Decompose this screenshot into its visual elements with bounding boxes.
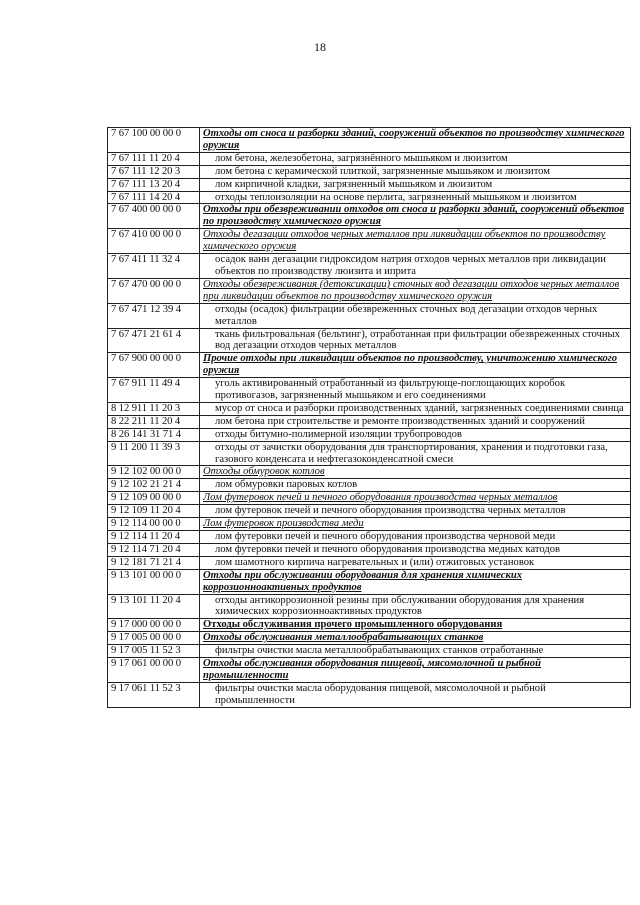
table-row	[108, 229, 631, 254]
waste-code: 7 67 911 11 49 4	[108, 378, 200, 403]
table-row	[108, 178, 631, 191]
waste-description: отходы (осадок) фильтрации обезвреженных сточных вод дегазации отходов черных металлов	[200, 303, 631, 328]
waste-code: 7 67 410 00 00 0	[108, 229, 200, 254]
waste-description: фильтры очистки масла металлообрабатывающих станков отработанные	[200, 645, 631, 658]
waste-description: лом бетона с керамической плиткой, загрязненные мышьяком и люизитом	[200, 165, 631, 178]
waste-description: отходы битумно-полимерной изоляции трубопроводов	[200, 428, 631, 441]
table-row	[108, 658, 631, 683]
table-row	[108, 204, 631, 229]
waste-code: 9 12 114 00 00 0	[108, 518, 200, 531]
waste-code: 7 67 470 00 00 0	[108, 278, 200, 303]
waste-description: Лом футеровок печей и печного оборудования производства черных металлов	[200, 492, 631, 505]
table-row	[108, 619, 631, 632]
waste-code: 9 12 114 11 20 4	[108, 531, 200, 544]
table-row	[108, 518, 631, 531]
waste-code: 9 12 109 00 00 0	[108, 492, 200, 505]
table-row	[108, 165, 631, 178]
waste-description: Прочие отходы при ликвидации объектов по производству, уничтожению химического оружия	[200, 353, 631, 378]
table-row	[108, 191, 631, 204]
page-number: 18	[314, 40, 326, 54]
waste-description: лом футеровки печей и печного оборудования производства черновой меди	[200, 531, 631, 544]
waste-code: 9 12 102 21 21 4	[108, 479, 200, 492]
table-row	[108, 569, 631, 594]
waste-code: 9 17 000 00 00 0	[108, 619, 200, 632]
waste-code: 9 11 200 11 39 3	[108, 441, 200, 466]
waste-description: Отходы дегазации отходов черных металлов при ликвидации объектов по производству химического оружия	[200, 229, 631, 254]
table-row	[108, 594, 631, 619]
waste-description: лом кирпичной кладки, загрязненный мышьяком и люизитом	[200, 178, 631, 191]
waste-code: 8 26 141 31 71 4	[108, 428, 200, 441]
waste-description: фильтры очистки масла оборудования пищевой, мясомолочной и рыбной промышленности	[200, 682, 631, 707]
waste-description: уголь активированный отработанный из фильтрующе-поглощающих коробок противогазов, загрязненный мышьяком и его соединениями	[200, 378, 631, 403]
waste-code: 9 17 005 00 00 0	[108, 632, 200, 645]
table-row	[108, 278, 631, 303]
table-row	[108, 466, 631, 479]
waste-description: мусор от сноса и разборки производственных зданий, загрязненных соединениями свинца	[200, 402, 631, 415]
waste-description: Отходы обслуживания металлообрабатывающих станков	[200, 632, 631, 645]
table-row	[108, 152, 631, 165]
waste-description: лом бетона при строительстве и ремонте производственных зданий и сооружений	[200, 415, 631, 428]
waste-description: лом бетона, железобетона, загрязнённого мышьяком и люизитом	[200, 152, 631, 165]
waste-description: Отходы обслуживания прочего промышленного оборудования	[200, 619, 631, 632]
waste-code: 7 67 111 14 20 4	[108, 191, 200, 204]
waste-classification-table	[107, 127, 631, 708]
waste-description: ткань фильтровальная (бельтинг), отработанная при фильтрации обезвреженных сточных вод дегазации отходов черных металлов	[200, 328, 631, 353]
waste-code: 8 22 211 11 20 4	[108, 415, 200, 428]
waste-code: 7 67 111 11 20 4	[108, 152, 200, 165]
table-row	[108, 682, 631, 707]
waste-code: 9 12 102 00 00 0	[108, 466, 200, 479]
waste-description: Отходы от сноса и разборки зданий, сооружений объектов по производству химического оружия	[200, 128, 631, 153]
table-row	[108, 531, 631, 544]
table-row	[108, 492, 631, 505]
waste-code: 7 67 471 21 61 4	[108, 328, 200, 353]
waste-code: 7 67 111 12 20 3	[108, 165, 200, 178]
waste-description: Отходы обмуровок котлов	[200, 466, 631, 479]
table-row	[108, 556, 631, 569]
waste-code: 8 12 911 11 20 3	[108, 402, 200, 415]
table-row	[108, 632, 631, 645]
waste-code: 9 17 005 11 52 3	[108, 645, 200, 658]
waste-code: 9 12 114 71 20 4	[108, 543, 200, 556]
waste-description: Отходы обслуживания оборудования пищевой, мясомолочной и рыбной промышленности	[200, 658, 631, 683]
waste-description: Отходы при обезвреживании отходов от сноса и разборки зданий, сооружений объектов по производству химического оружия	[200, 204, 631, 229]
table-row	[108, 128, 631, 153]
table-row	[108, 328, 631, 353]
table-row	[108, 303, 631, 328]
waste-code: 7 67 411 11 32 4	[108, 254, 200, 279]
table-row	[108, 543, 631, 556]
waste-description: осадок ванн дегазации гидроксидом натрия отходов черных металлов при ликвидации объектов по производству люизита и иприта	[200, 254, 631, 279]
waste-code: 9 13 101 11 20 4	[108, 594, 200, 619]
waste-code: 9 13 101 00 00 0	[108, 569, 200, 594]
waste-description: лом футеровок печей и печного оборудования производства черных металлов	[200, 505, 631, 518]
waste-description: Отходы обезвреживания (детоксикации) сточных вод дегазации отходов черных металлов при ликвидации объектов по производству химического оружия	[200, 278, 631, 303]
table-row	[108, 428, 631, 441]
table-row	[108, 415, 631, 428]
waste-code: 9 17 061 11 52 3	[108, 682, 200, 707]
waste-code: 9 12 109 11 20 4	[108, 505, 200, 518]
waste-description: лом футеровки печей и печного оборудования производства медных катодов	[200, 543, 631, 556]
table-row	[108, 353, 631, 378]
table-row	[108, 402, 631, 415]
waste-code: 7 67 111 13 20 4	[108, 178, 200, 191]
waste-description: Отходы при обслуживании оборудования для хранения химических коррозионноактивных продуктов	[200, 569, 631, 594]
table-row	[108, 479, 631, 492]
waste-code: 7 67 900 00 00 0	[108, 353, 200, 378]
waste-code: 7 67 100 00 00 0	[108, 128, 200, 153]
table-row	[108, 378, 631, 403]
table-row	[108, 505, 631, 518]
waste-description: лом шамотного кирпича нагревательных и (или) отжиговых установок	[200, 556, 631, 569]
waste-code: 7 67 471 12 39 4	[108, 303, 200, 328]
waste-description: отходы теплоизоляции на основе перлита, загрязненный мышьяком и люизитом	[200, 191, 631, 204]
waste-code: 9 12 181 71 21 4	[108, 556, 200, 569]
waste-code: 7 67 400 00 00 0	[108, 204, 200, 229]
table-body	[108, 128, 631, 708]
waste-code: 9 17 061 00 00 0	[108, 658, 200, 683]
table-row	[108, 645, 631, 658]
waste-description: лом обмуровки паровых котлов	[200, 479, 631, 492]
waste-description: отходы антикоррозионной резины при обслуживании оборудования для хранения химических коррозионноактивных продуктов	[200, 594, 631, 619]
table-row	[108, 254, 631, 279]
waste-description: отходы от зачистки оборудования для транспортирования, хранения и подготовки газа, газового конденсата и нефтегазоконденсатной смеси	[200, 441, 631, 466]
waste-description: Лом футеровок производства меди	[200, 518, 631, 531]
table-row	[108, 441, 631, 466]
